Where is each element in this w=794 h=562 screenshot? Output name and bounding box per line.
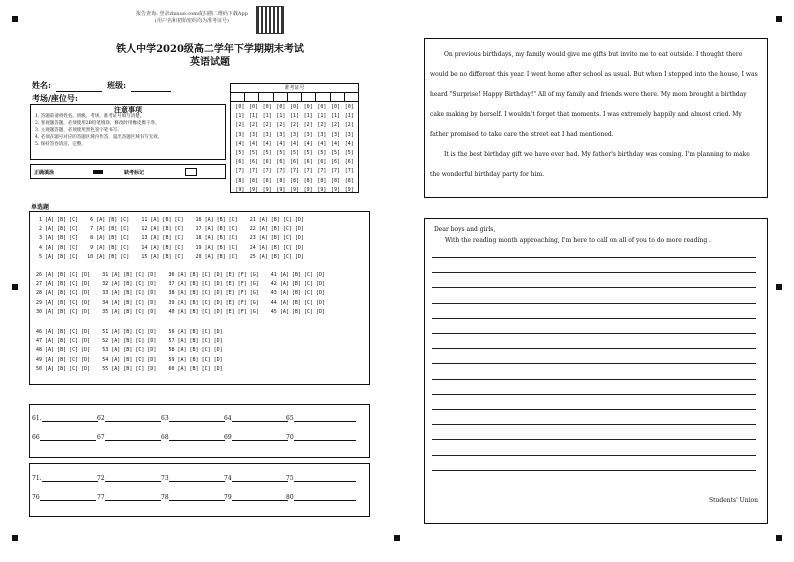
blank-answer[interactable] xyxy=(286,432,356,441)
blank-underline[interactable] xyxy=(232,413,288,422)
mcq-row[interactable]: 2 [A] [B] [C] 7 [A] [B] [C] 12 [A] [B] [C] 17 [A] [B] [C] 22 [A] [B] [C] [D] xyxy=(36,226,304,233)
exam-digit-bubble[interactable]: [1] xyxy=(235,113,245,120)
writing-line[interactable] xyxy=(432,439,756,440)
writing-line[interactable] xyxy=(432,379,756,380)
correct-fill-label: 正确填涂 xyxy=(34,170,55,176)
blank-underline[interactable] xyxy=(42,473,98,482)
exam-digit-bubble[interactable]: [3] xyxy=(303,131,313,138)
blank-number: 61. xyxy=(32,415,42,422)
exam-digit-bubble[interactable]: [8] xyxy=(331,177,341,184)
exam-digit-bubble[interactable]: [3] xyxy=(235,131,245,138)
registration-mark xyxy=(776,16,782,22)
exam-digit-bubble[interactable]: [5] xyxy=(344,150,354,157)
blank-number: 64 xyxy=(224,415,232,422)
letter-box xyxy=(424,218,768,524)
blank-number: 71. xyxy=(32,475,42,482)
story-paragraph[interactable]: It is the best birthday gift we have ever had. My father's birthday was coming. I'm planning to make the wonderful birthday party for him. xyxy=(430,151,750,178)
exam-digit-bubble[interactable]: [2] xyxy=(276,122,286,129)
exam-digit-bubble[interactable]: [2] xyxy=(235,122,245,129)
blank-answer[interactable] xyxy=(224,492,288,501)
blank-answer[interactable] xyxy=(161,432,225,441)
blank-underline[interactable] xyxy=(40,492,96,501)
blank-underline[interactable] xyxy=(105,413,161,422)
exam-digit-bubble[interactable]: [9] xyxy=(290,186,300,193)
exam-digit-bubble[interactable]: [7] xyxy=(262,168,272,175)
exam-digit-bubble[interactable]: [4] xyxy=(235,140,245,147)
writing-line[interactable] xyxy=(432,470,756,471)
mcq-row[interactable]: 29 [A] [B] [C] [D] 34 [A] [B] [C] [D] 39 [A] [B] [C] [D] [E] [F] [G] 44 [A] [B] [C] [D] xyxy=(36,299,325,306)
exam-digit-bubble[interactable]: [8] xyxy=(303,177,313,184)
exam-subtitle: 英语试题 xyxy=(190,57,230,68)
exam-digit-bubble[interactable]: [4] xyxy=(276,140,286,147)
exam-digit-bubble[interactable]: [9] xyxy=(344,186,354,193)
blank-number: 72 xyxy=(97,475,105,482)
blank-answer[interactable] xyxy=(161,492,225,501)
letter-greeting: Dear boys and girls, xyxy=(434,226,496,233)
exam-digit-bubble[interactable]: [6] xyxy=(262,159,272,166)
exam-digit-bubble[interactable]: [0] xyxy=(276,104,286,110)
exam-digit-bubble[interactable]: [6] xyxy=(276,159,286,166)
report-query-note: 报告查询: 登录zhixue.com或扫描二维码下载App xyxy=(136,11,248,17)
exam-digit-bubble[interactable]: [7] xyxy=(248,168,259,175)
blank-number: 74 xyxy=(224,475,232,482)
exam-digit-bubble[interactable]: [1] xyxy=(276,113,286,120)
blank-underline[interactable] xyxy=(40,432,96,441)
blank-number: 63 xyxy=(161,415,169,422)
blank-underline[interactable] xyxy=(294,473,356,482)
notice-title: 注意事项 xyxy=(114,105,142,114)
notice-item: 5. 保持答卷清洁、完整。 xyxy=(35,142,86,147)
exam-digit-bubble[interactable]: [5] xyxy=(235,150,245,157)
exam-digit-bubble[interactable]: [2] xyxy=(317,122,327,129)
writing-line[interactable] xyxy=(432,272,756,273)
exam-digit-bubble[interactable]: [3] xyxy=(276,131,286,138)
registration-mark xyxy=(12,16,18,22)
blank-number: 62 xyxy=(97,415,105,422)
mcq-row[interactable]: 48 [A] [B] [C] [D] 53 [A] [B] [C] [D] 58 [A] [B] [C] [D] xyxy=(36,347,223,354)
exam-digit-bubble[interactable]: [0] xyxy=(235,104,245,110)
exam-digit-bubble[interactable]: [0] xyxy=(344,104,354,110)
blank-underline[interactable] xyxy=(169,492,225,501)
exam-digit-bubble[interactable]: [7] xyxy=(290,168,300,175)
registration-mark xyxy=(776,535,782,541)
exam-digit-column[interactable] xyxy=(247,103,261,195)
writing-line[interactable] xyxy=(432,303,756,304)
letter-signature: Students' Union xyxy=(708,497,758,504)
story-box xyxy=(424,38,768,198)
blank-answer[interactable] xyxy=(224,432,288,441)
exam-digit-bubble[interactable]: [3] xyxy=(344,131,354,138)
blank-underline[interactable] xyxy=(169,432,225,441)
mcq-row[interactable]: 3 [A] [B] [C] 8 [A] [B] [C] 13 [A] [B] [C] 18 [A] [B] [C] 23 [A] [B] [C] [D] xyxy=(36,235,304,242)
blank-answer[interactable] xyxy=(97,413,161,422)
blank-number: 67 xyxy=(97,434,105,441)
blank-answer[interactable] xyxy=(97,492,161,501)
exam-digit-bubble[interactable]: [9] xyxy=(248,186,259,193)
exam-digit-bubble[interactable]: [4] xyxy=(262,140,272,147)
exam-number-label: 准考证号 xyxy=(231,84,358,93)
blank-number: 80 xyxy=(286,494,294,501)
blank-underline[interactable] xyxy=(294,413,356,422)
exam-digit-bubble[interactable]: [8] xyxy=(290,177,300,184)
exam-digit-bubble[interactable]: [9] xyxy=(276,186,286,193)
blank-underline[interactable] xyxy=(232,473,288,482)
blank-number: 65 xyxy=(286,415,294,422)
blank-answer[interactable] xyxy=(32,492,96,501)
registration-mark xyxy=(394,535,400,541)
exam-digit-bubble[interactable]: [5] xyxy=(262,150,272,157)
mcq-row[interactable]: 5 [A] [B] [C] 10 [A] [B] [C] 15 [A] [B] [C] 20 [A] [B] [C] 25 [A] [B] [C] [D] xyxy=(36,253,304,260)
blank-answer[interactable] xyxy=(286,473,356,482)
notice-item: 1. 答题前请将姓名、班级、考场、准考证号填写清楚。 xyxy=(35,114,145,119)
notice-box xyxy=(30,104,226,160)
notice-item: 2. 客观题答题，必须使用2B铅笔填涂，修改时用橡皮擦干净。 xyxy=(35,121,160,126)
exam-digit-column[interactable] xyxy=(315,103,329,195)
blank-answer[interactable] xyxy=(224,413,288,422)
exam-digit-bubble[interactable]: [0] xyxy=(248,104,259,110)
exam-digit-column[interactable] xyxy=(329,103,343,195)
exam-digit-bubble[interactable]: [3] xyxy=(248,131,259,138)
exam-digit-column[interactable] xyxy=(342,103,356,195)
exam-digit-bubble[interactable]: [7] xyxy=(235,168,245,175)
writing-line[interactable] xyxy=(432,287,756,288)
blanks-box-2 xyxy=(29,463,370,517)
blank-answer[interactable] xyxy=(32,473,98,482)
blank-answer[interactable] xyxy=(286,492,356,501)
exam-digit-bubble[interactable]: [2] xyxy=(262,122,272,129)
mcq-row[interactable]: 28 [A] [B] [C] [D] 33 [A] [B] [C] [D] 38 [A] [B] [C] [D] [E] [F] [G] 43 [A] [B] [C] [D] xyxy=(36,290,325,297)
story-paragraph[interactable]: On previous birthdays, my family would give me gifts but invite me to eat outside. I thought there would be no different this year. I went home after school as usual. But when I stepped into the house, I was heard "Surprise! Happy Birthday!" All of my family and friends were there. My mom brought a birthday cake making by herself. I wouldn't forget that moments. I was extremely happily and almost cried. My father promised to take care the street eat I had mentioned. xyxy=(430,51,758,138)
blank-answer[interactable] xyxy=(161,473,225,482)
exam-digit-bubble[interactable]: [6] xyxy=(235,159,245,166)
absent-mark-label: 缺考标记 xyxy=(124,170,145,176)
writing-line[interactable] xyxy=(432,424,756,425)
exam-digit-bubble[interactable]: [8] xyxy=(317,177,327,184)
blank-underline[interactable] xyxy=(294,492,356,501)
notice-item: 3. 主观题答题，必须使用黑色签字笔书写。 xyxy=(35,128,122,133)
exam-digit-bubble[interactable]: [1] xyxy=(290,113,300,120)
room-seat-label: 考场/座位号: xyxy=(32,93,78,103)
mcq-answer-area[interactable] xyxy=(29,211,370,385)
exam-digit-bubble[interactable]: [9] xyxy=(331,186,341,193)
room-info xyxy=(32,86,131,105)
blank-answer[interactable] xyxy=(97,432,161,441)
blank-underline[interactable] xyxy=(232,432,288,441)
exam-digit-bubble[interactable]: [2] xyxy=(290,122,300,129)
mcq-row[interactable]: 49 [A] [B] [C] [D] 54 [A] [B] [C] [D] 59 [A] [B] [C] [D] xyxy=(36,356,223,363)
exam-digit-bubble[interactable]: [2] xyxy=(344,122,354,129)
exam-digit-column[interactable] xyxy=(233,103,247,195)
blank-underline[interactable] xyxy=(169,413,225,422)
exam-digit-bubble[interactable]: [5] xyxy=(317,150,327,157)
writing-line[interactable] xyxy=(432,394,756,395)
writing-line[interactable] xyxy=(432,363,756,364)
exam-digit-bubble[interactable]: [8] xyxy=(344,177,354,184)
exam-digit-bubble[interactable]: [0] xyxy=(303,104,313,110)
exam-digit-bubble[interactable]: [2] xyxy=(303,122,313,129)
exam-digit-bubble[interactable]: [0] xyxy=(290,104,300,110)
blank-underline[interactable] xyxy=(105,432,161,441)
mcq-row[interactable]: 4 [A] [B] [C] 9 [A] [B] [C] 14 [A] [B] [C] 19 [A] [B] [C] 24 [A] [B] [C] [D] xyxy=(36,244,304,251)
exam-digit-bubble[interactable]: [3] xyxy=(317,131,327,138)
exam-digit-bubble[interactable]: [6] xyxy=(303,159,313,166)
writing-line[interactable] xyxy=(432,455,756,456)
exam-digit-bubble[interactable]: [0] xyxy=(331,104,341,110)
name-label: 姓名: xyxy=(32,80,51,90)
exam-digit-bubble[interactable]: [3] xyxy=(290,131,300,138)
exam-digit-bubble[interactable]: [9] xyxy=(235,186,245,193)
exam-digit-bubble[interactable]: [4] xyxy=(344,140,354,147)
blank-number: 76 xyxy=(32,494,40,501)
writing-line[interactable] xyxy=(432,409,756,410)
class-field[interactable] xyxy=(131,83,171,92)
blank-answer[interactable] xyxy=(286,413,356,422)
exam-digit-bubble[interactable]: [2] xyxy=(248,122,259,129)
blank-answer[interactable] xyxy=(224,473,288,482)
mcq-row[interactable]: 26 [A] [B] [C] [D] 31 [A] [B] [C] [D] 36 [A] [B] [C] [D] [E] [F] [G] 41 [A] [B] [C] [D] xyxy=(36,272,325,278)
blank-underline[interactable] xyxy=(105,492,161,501)
blank-number: 75 xyxy=(286,475,294,482)
qr-code-icon xyxy=(256,6,284,34)
exam-digit-bubble[interactable]: [1] xyxy=(248,113,259,120)
exam-digit-bubble[interactable]: [0] xyxy=(262,104,272,110)
blank-number: 73 xyxy=(161,475,169,482)
blank-underline[interactable] xyxy=(169,473,225,482)
blank-underline[interactable] xyxy=(294,432,356,441)
mcq-section-label: 单选题 xyxy=(31,204,50,211)
exam-digit-bubble[interactable]: [1] xyxy=(344,113,354,120)
exam-digit-bubble[interactable]: [4] xyxy=(331,140,341,147)
writing-line[interactable] xyxy=(432,333,756,334)
exam-digit-bubble[interactable]: [8] xyxy=(248,177,259,184)
blank-number: 79 xyxy=(224,494,232,501)
exam-digit-bubble[interactable]: [3] xyxy=(331,131,341,138)
exam-digit-bubble[interactable]: [1] xyxy=(317,113,327,120)
exam-digit-bubble[interactable]: [7] xyxy=(317,168,327,175)
exam-digit-bubble[interactable]: [7] xyxy=(331,168,341,175)
exam-digit-bubble[interactable]: [8] xyxy=(276,177,286,184)
notice-item: 4. 必须在题号对应的答题区域内作答，超出答题区域书写无效。 xyxy=(35,135,163,140)
exam-digit-bubble[interactable]: [4] xyxy=(303,140,313,147)
exam-digit-bubble[interactable]: [6] xyxy=(331,159,341,166)
exam-digit-bubble[interactable]: [6] xyxy=(344,159,354,166)
exam-title: 铁人中学2020级高二学年下学期期末考试 xyxy=(116,44,304,55)
exam-digit-bubble[interactable]: [8] xyxy=(262,177,272,184)
exam-digit-bubble[interactable]: [7] xyxy=(276,168,286,175)
exam-digit-bubble[interactable]: [4] xyxy=(248,140,259,147)
correct-fill-sample xyxy=(93,170,103,174)
exam-digit-bubble[interactable]: [5] xyxy=(331,150,341,157)
mcq-row[interactable]: 30 [A] [B] [C] [D] 35 [A] [B] [C] [D] 40 [A] [B] [C] [D] [E] [F] [G] 45 [A] [B] [C] [D] xyxy=(36,308,325,315)
exam-digit-bubble[interactable]: [4] xyxy=(290,140,300,147)
exam-digit-bubble[interactable]: [5] xyxy=(276,150,286,157)
exam-digit-bubble[interactable]: [7] xyxy=(303,168,313,175)
registration-mark xyxy=(12,284,18,290)
class-label: 班级: xyxy=(107,80,127,90)
exam-digit-bubble[interactable]: [1] xyxy=(303,113,313,120)
mcq-row[interactable]: 46 [A] [B] [C] [D] 51 [A] [B] [C] [D] 56 [A] [B] [C] [D] xyxy=(36,329,223,335)
exam-digit-bubble[interactable]: [6] xyxy=(290,159,300,166)
exam-digit-column[interactable] xyxy=(288,103,302,195)
exam-digit-column[interactable] xyxy=(260,103,274,195)
blank-underline[interactable] xyxy=(42,413,98,422)
blank-answer[interactable] xyxy=(97,473,161,482)
exam-digit-bubble[interactable]: [9] xyxy=(262,186,272,193)
exam-digit-bubble[interactable]: [2] xyxy=(331,122,341,129)
blank-answer[interactable] xyxy=(32,432,96,441)
exam-digit-bubble[interactable]: [4] xyxy=(317,140,327,147)
exam-number-grid xyxy=(230,83,359,193)
blank-underline[interactable] xyxy=(232,492,288,501)
registration-mark xyxy=(12,535,18,541)
exam-digit-bubble[interactable]: [9] xyxy=(317,186,327,193)
mcq-row[interactable]: 1 [A] [B] [C] 6 [A] [B] [C] 11 [A] [B] [C] 16 [A] [B] [C] 21 [A] [B] [C] [D] xyxy=(36,217,304,223)
letter-opening: With the reading month approaching, I'm here to call on all of you to do more reading . xyxy=(445,237,711,244)
exam-digit-bubble[interactable]: [5] xyxy=(290,150,300,157)
blank-number: 77 xyxy=(97,494,105,501)
blank-number: 78 xyxy=(161,494,169,501)
registration-mark xyxy=(776,284,782,290)
mcq-row[interactable]: 27 [A] [B] [C] [D] 32 [A] [B] [C] [D] 37 [A] [B] [C] [D] [E] [F] [G] 42 [A] [B] [C] [D] xyxy=(36,281,325,288)
blank-number: 69 xyxy=(224,434,232,441)
exam-digit-bubble[interactable]: [6] xyxy=(248,159,259,166)
blank-underline[interactable] xyxy=(105,473,161,482)
exam-digit-bubble[interactable]: [7] xyxy=(344,168,354,175)
login-hint: (用户名和初始密码均为准考证号) xyxy=(155,18,229,24)
writing-line[interactable] xyxy=(432,318,756,319)
exam-number-cells[interactable] xyxy=(231,93,358,102)
blank-answer[interactable] xyxy=(161,413,225,422)
blank-number: 68 xyxy=(161,434,169,441)
fill-sample xyxy=(30,164,226,179)
exam-digit-column[interactable] xyxy=(274,103,288,195)
exam-digit-bubble[interactable]: [1] xyxy=(262,113,272,120)
blank-number: 70 xyxy=(286,434,294,441)
writing-line[interactable] xyxy=(432,348,756,349)
blank-answer[interactable] xyxy=(32,413,98,422)
exam-number-bubbles[interactable] xyxy=(231,102,358,196)
exam-digit-bubble[interactable]: [0] xyxy=(317,104,327,110)
exam-digit-bubble[interactable]: [3] xyxy=(262,131,272,138)
exam-digit-column[interactable] xyxy=(301,103,315,195)
exam-digit-bubble[interactable]: [9] xyxy=(303,186,313,193)
exam-digit-bubble[interactable]: [1] xyxy=(331,113,341,120)
exam-digit-bubble[interactable]: [8] xyxy=(235,177,245,184)
blank-number: 66 xyxy=(32,434,40,441)
exam-digit-bubble[interactable]: [5] xyxy=(303,150,313,157)
exam-digit-bubble[interactable]: [5] xyxy=(248,150,259,157)
absent-mark-box[interactable] xyxy=(185,168,197,176)
writing-line[interactable] xyxy=(432,257,756,258)
exam-digit-bubble[interactable]: [6] xyxy=(317,159,327,166)
mcq-row[interactable]: 47 [A] [B] [C] [D] 52 [A] [B] [C] [D] 57 [A] [B] [C] [D] xyxy=(36,338,223,345)
mcq-row[interactable]: 50 [A] [B] [C] [D] 55 [A] [B] [C] [D] 60 [A] [B] [C] [D] xyxy=(36,365,223,372)
